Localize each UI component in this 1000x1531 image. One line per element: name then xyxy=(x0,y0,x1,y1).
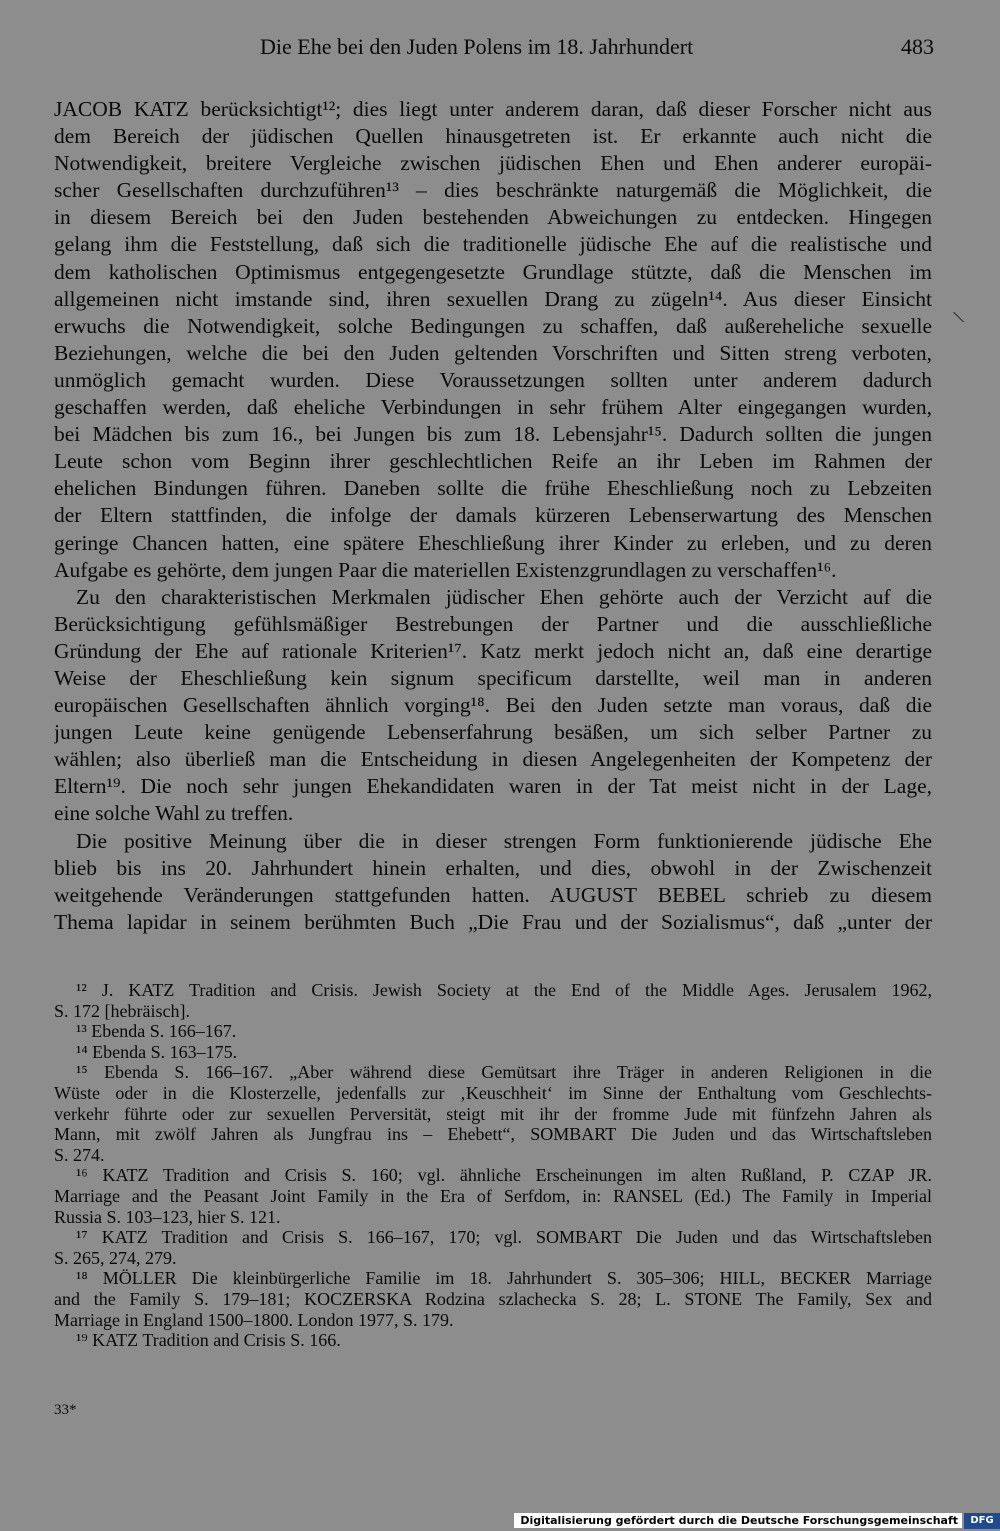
body-line: Gründung der Ehe auf rationale Kriterien¹⁷. Katz merkt jedoch nicht an, daß eine derartige xyxy=(54,638,932,663)
body-line: der Eltern stattfinden, die infolge der damals kürzeren Lebenserwartung des Menschen xyxy=(54,503,932,528)
footnote-line: ¹⁸ MÖLLER Die kleinbürgerliche Familie im 18. Jahrhundert S. 305–306; HILL, BECKER Marriage xyxy=(76,1268,932,1289)
body-line: blieb bis ins 20. Jahrhundert hinein erhalten, und dies, obwohl in der Zwischenzeit xyxy=(54,855,932,880)
body-text xyxy=(54,96,932,936)
footnote-line: ¹² J. KATZ Tradition and Crisis. Jewish Society at the End of the Middle Ages. Jerusalem 1962, xyxy=(76,980,932,1000)
body-line: dem katholischen Optimismus entgegengesetzte Grundlage stützte, daß die Menschen im xyxy=(54,259,932,284)
footnote-line: Russia S. 103–123, hier S. 121. xyxy=(54,1206,281,1227)
footnote-line: Mann, mit zwölf Jahren als Jungfrau ins – Ehebett“, SOMBART Die Juden und das Wirtschaftsleben xyxy=(54,1124,932,1145)
footnotes xyxy=(54,980,932,1351)
body-line: geringe Chancen hatten, eine spätere Eheschließung ihrer Kinder zu erleben, und zu deren xyxy=(54,530,932,555)
body-line: scher Gesellschaften durchzuführen¹³ – dies beschränkte naturgemäß die Möglichkeit, die xyxy=(54,178,932,203)
body-line: wählen; also überließ man die Entscheidung in diesen Angelegenheiten der Kompetenz der xyxy=(54,747,932,772)
body-line: Notwendigkeit, breitere Vergleiche zwischen jüdischen Ehen und Ehen anderer europäi- xyxy=(54,151,932,176)
footnote-line: ¹⁹ KATZ Tradition and Crisis S. 166. xyxy=(76,1330,341,1351)
body-line: Zu den charakteristischen Merkmalen jüdischer Ehen gehörte auch der Verzicht auf die xyxy=(76,584,932,609)
body-line: Thema lapidar in seinem berühmten Buch „Die Frau und der Sozialismus“, daß „unter der xyxy=(54,909,932,934)
body-line: Eltern¹⁹. Die noch sehr jungen Ehekandidaten waren in der Tat meist nicht in der Lage, xyxy=(54,774,932,799)
body-line: unmöglich gemacht wurden. Diese Voraussetzungen sollten unter anderem dadurch xyxy=(54,367,932,392)
body-line: JACOB KATZ berücksichtigt¹²; dies liegt unter anderem daran, daß dieser Forscher nicht aus xyxy=(54,97,932,121)
body-line: in diesem Bereich bei den Juden bestehenden Abweichungen zu entdecken. Hingegen xyxy=(54,205,932,230)
footnote-line: ¹⁶ KATZ Tradition and Crisis S. 160; vgl. ähnliche Erscheinungen im alten Rußland, P. CZAP JR. xyxy=(76,1165,932,1186)
running-title: Die Ehe bei den Juden Polens im 18. Jahrhundert xyxy=(260,34,694,59)
funding-note: Digitalisierung gefördert durch die Deutsche Forschungsgemeinschaft xyxy=(514,1513,962,1528)
footnote-line: ¹⁷ KATZ Tradition and Crisis S. 166–167, 170; vgl. SOMBART Die Juden und das Wirtschaftsleben xyxy=(76,1227,932,1248)
footnote-line: and the Family S. 179–181; KOCZERSKA Rodzina szlachecka S. 28; L. STONE The Family, Sex and xyxy=(54,1288,932,1309)
footnote-line: Marriage in England 1500–1800. London 1977, S. 179. xyxy=(54,1309,454,1330)
body-line: dem Bereich der jüdischen Quellen hinausgetreten ist. Er erkannte auch nicht die xyxy=(54,124,932,149)
footnote-line: S. 274. xyxy=(54,1144,105,1165)
running-head xyxy=(54,34,934,64)
body-line: allgemeinen nicht imstande sind, ihren sexuellen Drang zu zügeln¹⁴. Aus dieser Einsicht xyxy=(54,286,932,311)
body-line: europäischen Gesellschaften ähnlich vorging¹⁸. Bei den Juden setzte man voraus, daß die xyxy=(54,693,932,718)
dfg-logo: DFG xyxy=(964,1513,1000,1529)
footnote-line: ¹⁴ Ebenda S. 163–175. xyxy=(76,1041,238,1062)
footnote-line: Marriage and the Peasant Joint Family in the Era of Serfdom, in: RANSEL (Ed.) The Family in Imperial xyxy=(54,1185,932,1206)
footnote-line: verkehr führte oder zur sexuellen Perversität, steigt mit ihr der fromme Jude mit fünfzehn Jahren als xyxy=(54,1103,932,1124)
footnote-line: ¹³ Ebenda S. 166–167. xyxy=(76,1021,237,1042)
footnote-line: ¹⁵ Ebenda S. 166–167. „Aber während diese Gemütsart ihre Träger in anderen Religionen in die xyxy=(76,1062,932,1083)
body-line: jungen Leute keine genügende Lebenserfahrung besäßen, um sich selber Partner zu xyxy=(54,720,932,745)
body-line: Weise der Eheschließung kein signum specificum darstellte, weil man in anderen xyxy=(54,665,932,690)
body-line: bei Mädchen bis zum 16., bei Jungen bis zum 18. Lebensjahr¹⁵. Dadurch sollten die jungen xyxy=(54,422,932,447)
body-line: erwuchs die Notwendigkeit, solche Bedingungen zu schaffen, daß außereheliche sexuelle xyxy=(54,313,932,338)
body-line: Aufgabe es gehörte, dem jungen Paar die materiellen Existenzgrundlagen zu verschaffen¹⁶. xyxy=(54,557,837,582)
body-line: ehelichen Bindungen führen. Daneben sollte die frühe Eheschließung noch zu Lebzeiten xyxy=(54,476,932,501)
footnote-line: S. 265, 274, 279. xyxy=(54,1247,177,1268)
footnote-line: S. 172 [hebräisch]. xyxy=(54,1000,190,1021)
body-line: Leute schon vom Beginn ihrer geschlechtlichen Reife an ihr Leben im Rahmen der xyxy=(54,449,932,474)
body-line: geschaffen werden, daß eheliche Verbindungen in sehr frühem Alter eingegangen wurden, xyxy=(54,395,932,420)
body-line: Die positive Meinung über die in dieser strengen Form funktionierende jüdische Ehe xyxy=(76,828,932,853)
body-line: Berücksichtigung gefühlsmäßiger Bestrebungen der Partner und die ausschließliche xyxy=(54,611,932,636)
footnote-line: Wüste oder in die Klosterzelle, jedenfalls zur ‚Keuschheit‘ im Sinne der Enthaltung vom Geschlechts- xyxy=(54,1082,932,1103)
body-line: gelang ihm die Feststellung, daß sich die traditionelle jüdische Ehe auf die realistische und xyxy=(54,232,932,257)
body-line: Beziehungen, welche die bei den Juden geltenden Vorschriften und Sitten streng verboten, xyxy=(54,340,932,365)
body-line: eine solche Wahl zu treffen. xyxy=(54,801,294,826)
signature-mark: 33* xyxy=(54,1402,77,1418)
page-number: 483 xyxy=(901,34,934,59)
margin-mark xyxy=(953,312,964,323)
body-line: weitgehende Veränderungen stattgefunden hatten. AUGUST BEBEL schrieb zu diesem xyxy=(54,882,932,907)
